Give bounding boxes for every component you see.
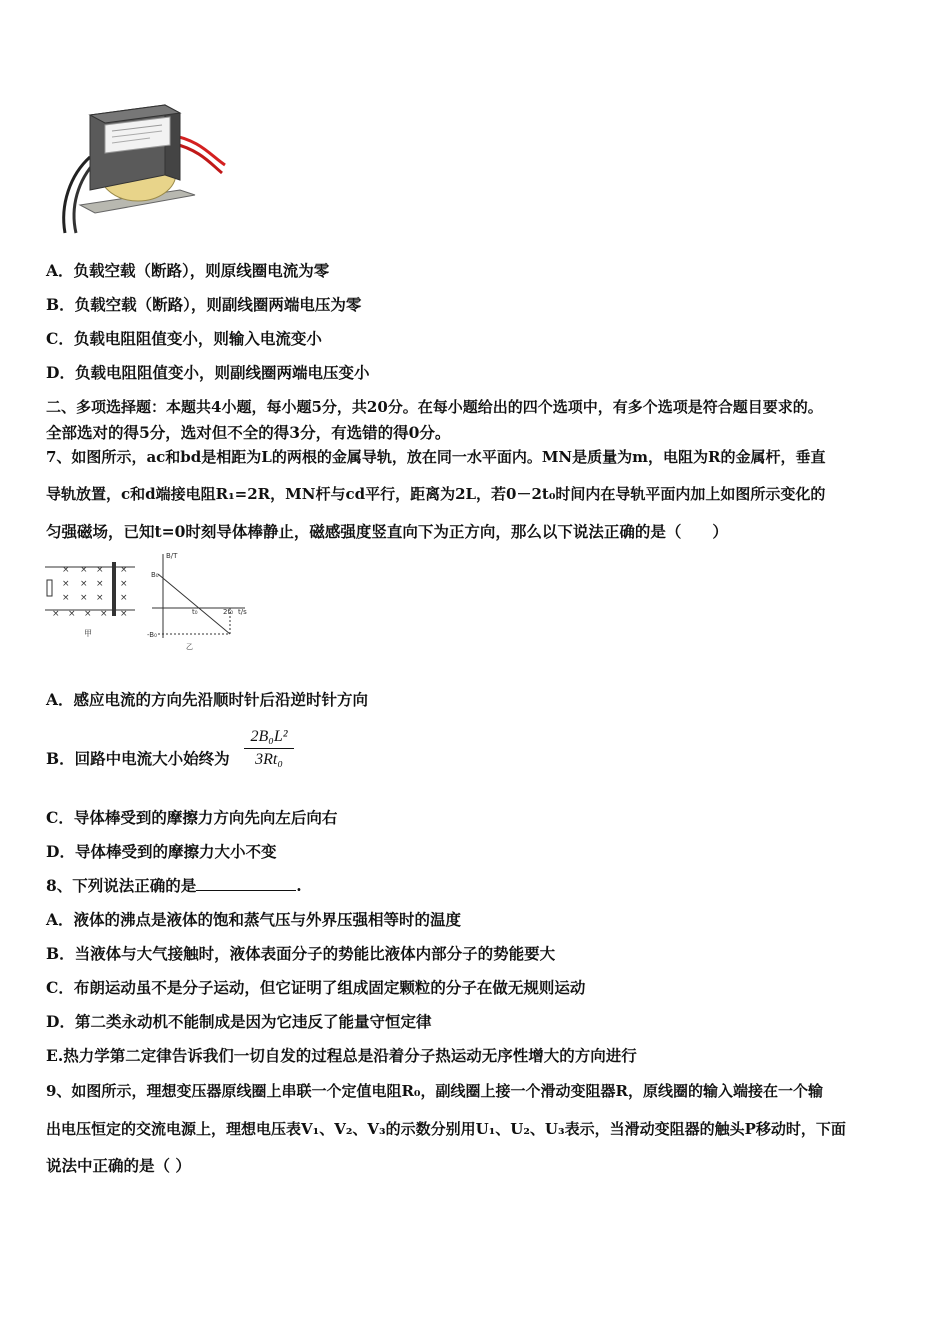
q8-stem <box>46 876 302 896</box>
svg-text:×: × <box>84 609 92 619</box>
svg-text:×: × <box>80 579 88 589</box>
q7-stem-line-2: 导轨放置，c和d端接电阻R₁=2R，MN杆与cd平行，距离为2L，若0－2t₀时间内在导轨平面内加上如图所示变化的 <box>46 485 826 503</box>
q8-option-c: C．布朗运动虽不是分子运动，但它证明了组成固定颗粒的分子在做无规则运动 <box>46 978 586 997</box>
q7-option-d: D．导体棒受到的摩擦力大小不变 <box>46 842 277 861</box>
q7-figure-left-label: 甲 <box>84 629 92 638</box>
q7-figure-left <box>45 562 135 619</box>
svg-text:×: × <box>62 593 70 603</box>
svg-text:×: × <box>80 565 88 575</box>
svg-text:×: × <box>96 565 104 575</box>
svg-text:×: × <box>120 609 128 619</box>
svg-text:×: × <box>96 593 104 603</box>
q8-option-d: D．第二类永动机不能制成是因为它违反了能量守恒定律 <box>46 1012 432 1031</box>
q7-option-c: C．导体棒受到的摩擦力方向先向左后向右 <box>46 808 338 827</box>
svg-text:×: × <box>120 579 128 589</box>
q8-answer-blank <box>196 876 296 891</box>
q7-stem-line-3: 匀强磁场，已知t=0时刻导体棒静止，磁感强度竖直向下为正方向，那么以下说法正确的是（ ） <box>46 522 728 541</box>
fraction-numerator: 2B₀L² <box>250 728 288 745</box>
q8-stem-text: 8、下列说法正确的是 <box>46 876 197 895</box>
q8-option-a: A．液体的沸点是液体的饱和蒸气压与外界压强相等时的温度 <box>46 910 462 929</box>
svg-text:×: × <box>52 609 60 619</box>
q7-option-b: B．回路中电流大小始终为 <box>46 749 230 768</box>
q7-t0-label: t₀ <box>192 608 198 616</box>
section-2-note: 全部选对的得5分，选对但不全的得3分，有选错的得0分。 <box>46 423 451 442</box>
q7-axis-b: B/T <box>166 552 178 560</box>
svg-text:×: × <box>96 579 104 589</box>
q7-figure <box>40 550 255 655</box>
q7-t-axis: t/s <box>238 608 247 616</box>
q7-option-b-fraction <box>244 728 294 769</box>
q6-option-b: B．负载空载（断路），则副线圈两端电压为零 <box>46 295 362 314</box>
svg-text:×: × <box>62 579 70 589</box>
svg-text:×: × <box>68 609 76 619</box>
q7-stem-line-1: 7、如图所示，ac和bd是相距为L的两根的金属导轨，放在同一水平面内。MN是质量为m，电阻为R的金属杆，垂直 <box>46 448 826 466</box>
svg-text:×: × <box>100 609 108 619</box>
q8-option-b: B．当液体与大气接触时，液体表面分子的势能比液体内部分子的势能要大 <box>46 944 556 963</box>
fraction-denominator: 3Rt₀ <box>255 751 283 768</box>
q8-stem-period: . <box>296 876 302 895</box>
svg-text:×: × <box>80 593 88 603</box>
svg-text:×: × <box>62 565 70 575</box>
q9-stem-line-1: 9、如图所示，理想变压器原线圈上串联一个定值电阻R₀，副线圈上接一个滑动变阻器R，原线圈的输入端接在一个输 <box>46 1082 823 1100</box>
svg-text:×: × <box>120 593 128 603</box>
q6-option-d: D．负载电阻阻值变小，则副线圈两端电压变小 <box>46 363 370 382</box>
transformer-image <box>50 95 230 235</box>
svg-text:×: × <box>120 565 128 575</box>
q9-stem-line-3: 说法中正确的是（ ） <box>46 1156 191 1175</box>
q7-b0-label: B₀ <box>151 571 159 579</box>
q6-option-c: C．负载电阻阻值变小，则输入电流变小 <box>46 329 322 348</box>
q7-option-a: A．感应电流的方向先沿顺时针后沿逆时针方向 <box>46 690 369 709</box>
q7-figure-right-label: 乙 <box>186 643 193 651</box>
section-2-heading: 二、多项选择题：本题共4小题，每小题5分，共20分。在每小题给出的四个选项中，有多个选项是符合题目要求的。 <box>46 398 823 416</box>
q8-option-e: E.热力学第二定律告诉我们一切自发的过程总是沿着分子热运动无序性增大的方向进行 <box>46 1046 637 1065</box>
q7-figure-right <box>152 554 245 638</box>
q7-2t0-label: 2t₀ <box>223 608 234 616</box>
q6-option-a: A．负载空载（断路），则原线圈电流为零 <box>46 261 330 280</box>
q9-stem-line-2: 出电压恒定的交流电源上，理想电压表V₁、V₂、V₃的示数分别用U₁、U₂、U₃表示，当滑动变阻器的触头P移动时，下面 <box>46 1120 846 1138</box>
q7-neg-b0-label: -B₀ <box>147 631 157 639</box>
